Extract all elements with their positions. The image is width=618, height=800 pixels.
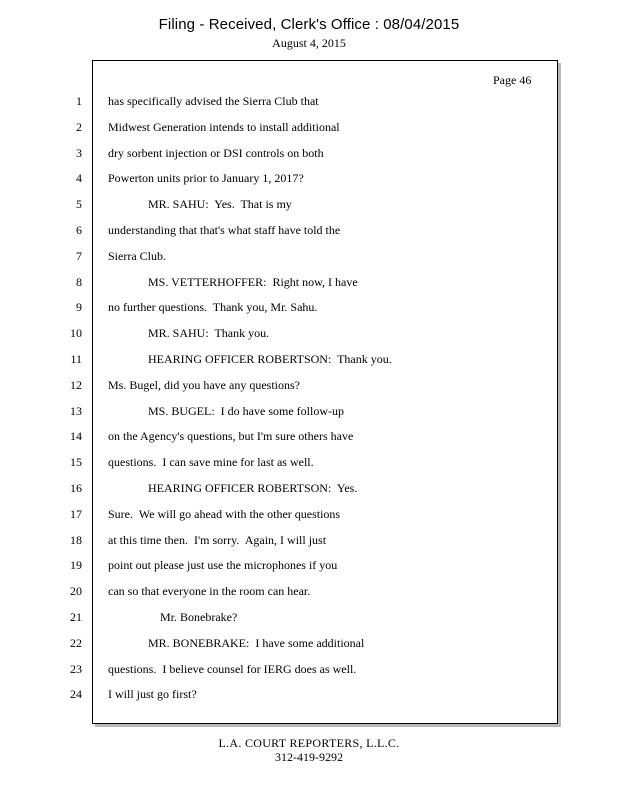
- line-text: Mr. Bonebrake?: [160, 609, 238, 624]
- header-date: August 4, 2015: [272, 36, 346, 50]
- line-text: point out please just use the microphones if you: [108, 558, 338, 573]
- line-number: 24: [70, 687, 82, 702]
- transcript-line: [0, 507, 618, 533]
- line-number: 11: [70, 351, 82, 366]
- line-text: questions. I can save mine for last as well.: [108, 455, 314, 470]
- line-text: at this time then. I'm sorry. Again, I will just: [108, 532, 327, 547]
- transcript-line: [0, 662, 618, 688]
- line-text: MS. BUGEL: I do have some follow-up: [148, 403, 344, 418]
- line-number: 22: [70, 635, 82, 650]
- line-text: Sierra Club.: [108, 248, 166, 263]
- transcript-line: [0, 275, 618, 301]
- line-text: can so that everyone in the room can hear.: [108, 584, 311, 599]
- line-number: 2: [76, 119, 82, 134]
- transcript-line: [0, 636, 618, 662]
- line-text: has specifically advised the Sierra Club that: [108, 94, 319, 108]
- line-number: 16: [70, 480, 82, 495]
- line-number: 7: [76, 248, 82, 263]
- transcript-lines: [0, 94, 618, 713]
- line-text: no further questions. Thank you, Mr. Sahu.: [108, 300, 318, 315]
- line-number: 21: [70, 609, 82, 624]
- line-text: Ms. Bugel, did you have any questions?: [108, 377, 300, 392]
- transcript-line: [0, 223, 618, 249]
- reporter-phone: 312-419-9292: [275, 750, 343, 764]
- line-number: 20: [70, 584, 82, 599]
- line-text: Sure. We will go ahead with the other questions: [108, 506, 341, 521]
- transcript-line: [0, 610, 618, 636]
- line-number: 9: [76, 300, 82, 315]
- line-number: 23: [70, 661, 82, 676]
- line-number: 13: [70, 403, 82, 418]
- line-text: on the Agency's questions, but I'm sure others have: [108, 429, 354, 444]
- transcript-line: [0, 481, 618, 507]
- transcript-line: [0, 455, 618, 481]
- page-number: Page 46: [493, 73, 532, 87]
- line-text: questions. I believe counsel for IERG does as well.: [108, 661, 357, 676]
- transcript-line: [0, 558, 618, 584]
- transcript-line: [0, 94, 618, 120]
- transcript-line: [0, 378, 618, 404]
- line-number: 1: [76, 94, 82, 108]
- line-number: 4: [76, 171, 82, 186]
- reporter-company: L.A. COURT REPORTERS, L.L.C.: [218, 736, 400, 750]
- transcript-line: [0, 687, 618, 713]
- line-number: 6: [76, 222, 82, 237]
- line-text: I will just go first?: [108, 687, 197, 702]
- line-text: understanding that that's what staff have told the: [108, 222, 341, 237]
- line-text: MS. VETTERHOFFER: Right now, I have: [148, 274, 358, 289]
- line-text: Powerton units prior to January 1, 2017?: [108, 171, 304, 186]
- line-text: MR. BONEBRAKE: I have some additional: [148, 635, 365, 650]
- transcript-line: [0, 171, 618, 197]
- line-number: 17: [70, 506, 82, 521]
- transcript-line: [0, 326, 618, 352]
- transcript-line: [0, 300, 618, 326]
- line-text: Midwest Generation intends to install additional: [108, 119, 340, 134]
- line-text: dry sorbent injection or DSI controls on both: [108, 145, 324, 160]
- line-number: 8: [76, 274, 82, 289]
- transcript-line: [0, 352, 618, 378]
- line-text: HEARING OFFICER ROBERTSON: Yes.: [148, 480, 358, 495]
- line-text: MR. SAHU: Thank you.: [148, 326, 270, 341]
- line-number: 5: [76, 197, 82, 212]
- transcript-line: [0, 120, 618, 146]
- transcript-line: [0, 249, 618, 275]
- transcript-line: [0, 146, 618, 172]
- filing-stamp: Filing - Received, Clerk's Office : 08/04/2015: [158, 16, 460, 33]
- line-number: 10: [70, 326, 82, 341]
- line-number: 3: [76, 145, 82, 160]
- line-text: MR. SAHU: Yes. That is my: [148, 197, 292, 212]
- line-number: 18: [70, 532, 82, 547]
- line-text: HEARING OFFICER ROBERTSON: Thank you.: [148, 351, 392, 366]
- line-number: 12: [70, 377, 82, 392]
- transcript-line: [0, 533, 618, 559]
- line-number: 15: [70, 455, 82, 470]
- transcript-line: [0, 197, 618, 223]
- transcript-line: [0, 584, 618, 610]
- line-number: 19: [70, 558, 82, 573]
- line-number: 14: [70, 429, 82, 444]
- transcript-line: [0, 429, 618, 455]
- transcript-line: [0, 404, 618, 430]
